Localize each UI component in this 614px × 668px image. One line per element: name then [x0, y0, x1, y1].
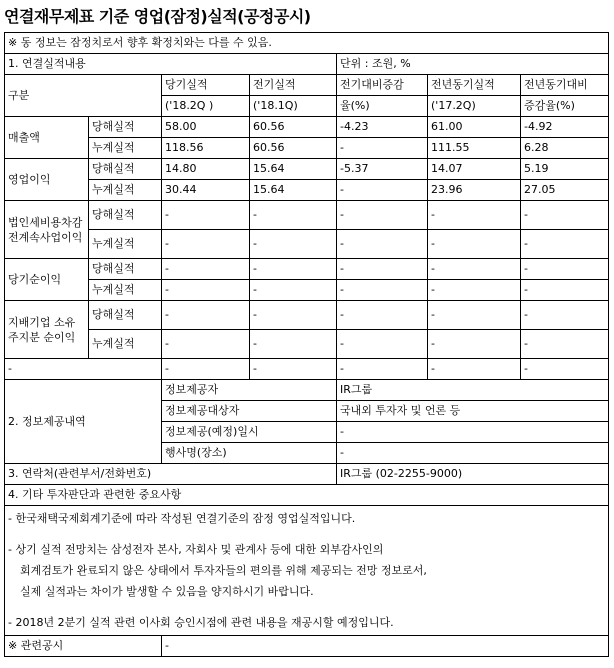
- value-cell: -: [5, 359, 162, 380]
- value-cell: -: [337, 201, 428, 230]
- row-name-operating-profit: 영업이익: [5, 159, 89, 201]
- value-cell: -4.92: [521, 117, 609, 138]
- value-cell: 14.80: [162, 159, 250, 180]
- yoy-rate-header-bottom: 증감율(%): [521, 96, 609, 117]
- qoq-header-bottom: 율(%): [337, 96, 428, 117]
- value-cell: -: [250, 330, 337, 359]
- current-header-top: 당기실적: [162, 75, 250, 96]
- previous-header-bottom: ('18.1Q): [250, 96, 337, 117]
- value-cell: 5.19: [521, 159, 609, 180]
- column-header-row-top: [5, 75, 609, 96]
- value-cell: -: [428, 330, 521, 359]
- value-cell: -: [428, 201, 521, 230]
- value-cell: 61.00: [428, 117, 521, 138]
- value-cell: -: [337, 230, 428, 259]
- table-row: [5, 138, 609, 159]
- sub-label: 누계실적: [89, 280, 162, 301]
- value-cell: 60.56: [250, 138, 337, 159]
- contact-row: [5, 464, 609, 485]
- value-cell: -: [250, 301, 337, 330]
- value-cell: -: [521, 301, 609, 330]
- yoy-rate-header-top: 전년동기대비: [521, 75, 609, 96]
- table-row: [5, 230, 609, 259]
- value-cell: -: [250, 201, 337, 230]
- table-row: [5, 259, 609, 280]
- sub-label: 누계실적: [89, 180, 162, 201]
- info-row: [5, 380, 609, 401]
- value-cell: -: [337, 138, 428, 159]
- value-cell: 30.44: [162, 180, 250, 201]
- value-cell: -: [428, 230, 521, 259]
- current-header-bottom: ('18.2Q ): [162, 96, 250, 117]
- related-label: ※ 관련공시: [5, 636, 162, 657]
- sub-label: 누계실적: [89, 138, 162, 159]
- value-cell: 15.64: [250, 159, 337, 180]
- value-cell: 60.56: [250, 117, 337, 138]
- section4-notes-row: [5, 506, 609, 636]
- value-cell: -: [521, 359, 609, 380]
- sub-label: 당해실적: [89, 159, 162, 180]
- value-cell: -: [428, 301, 521, 330]
- value-cell: -: [337, 280, 428, 301]
- value-cell: -: [428, 259, 521, 280]
- value-cell: -: [250, 359, 337, 380]
- value-cell: 15.64: [250, 180, 337, 201]
- info-key: 정보제공자: [162, 380, 337, 401]
- row-name-pretax-income: 법인세비용차감전계속사업이익: [5, 201, 89, 259]
- note-line: - 한국채택국제회계기준에 따라 작성된 연결기준의 잠정 영업실적입니다.: [8, 512, 356, 525]
- notice-row: [5, 33, 609, 54]
- table-row: [5, 201, 609, 230]
- yoy-prev-header-top: 전년동기실적: [428, 75, 521, 96]
- section4-notes: [5, 506, 609, 636]
- section1-label: 1. 연결실적내용: [5, 54, 337, 75]
- sub-label: 당해실적: [89, 201, 162, 230]
- value-cell: -: [521, 280, 609, 301]
- row-name-revenue: 매출액: [5, 117, 89, 159]
- value-cell: 14.07: [428, 159, 521, 180]
- page-title: 연결재무제표 기준 영업(잠정)실적(공정공시): [4, 7, 311, 26]
- sub-label: 누계실적: [89, 330, 162, 359]
- section4-label: 4. 기타 투자판단과 관련한 중요사항: [5, 485, 609, 506]
- value-cell: -: [428, 280, 521, 301]
- info-key: 정보제공대상자: [162, 401, 337, 422]
- qoq-header-top: 전기대비증감: [337, 75, 428, 96]
- value-cell: -: [337, 301, 428, 330]
- row-name-controlling-net-income: 지배기업 소유주지분 순이익: [5, 301, 89, 359]
- related-row: [5, 636, 609, 657]
- value-cell: -: [162, 359, 250, 380]
- yoy-prev-header-bottom: ('17.2Q): [428, 96, 521, 117]
- info-value: -: [337, 422, 609, 443]
- value-cell: 27.05: [521, 180, 609, 201]
- value-cell: 118.56: [162, 138, 250, 159]
- value-cell: -: [337, 330, 428, 359]
- table-row: [5, 180, 609, 201]
- sub-label: 당해실적: [89, 259, 162, 280]
- category-header: 구분: [5, 75, 162, 117]
- related-value: -: [162, 636, 609, 657]
- table-row: [5, 280, 609, 301]
- table-row: [5, 359, 609, 380]
- value-cell: -: [162, 230, 250, 259]
- value-cell: -: [521, 330, 609, 359]
- table-row: [5, 117, 609, 138]
- value-cell: 58.00: [162, 117, 250, 138]
- value-cell: -: [162, 201, 250, 230]
- value-cell: -: [337, 259, 428, 280]
- value-cell: 111.55: [428, 138, 521, 159]
- info-key: 행사명(장소): [162, 443, 337, 464]
- value-cell: -4.23: [337, 117, 428, 138]
- value-cell: -: [337, 180, 428, 201]
- sub-label: 누계실적: [89, 230, 162, 259]
- unit-label: 단위 : 조원, %: [337, 54, 609, 75]
- table-row: [5, 330, 609, 359]
- value-cell: -: [337, 359, 428, 380]
- note-line: - 2018년 2분기 실적 관련 이사회 승인시점에 관련 내용을 재공시할 예정입니다.: [8, 616, 394, 629]
- value-cell: -: [250, 259, 337, 280]
- value-cell: -: [250, 280, 337, 301]
- note-line: 실제 실적과는 차이가 발생할 수 있음을 양지하시기 바랍니다.: [20, 585, 314, 598]
- contact-value: IR그룹 (02-2255-9000): [337, 464, 609, 485]
- sub-label: 당해실적: [89, 117, 162, 138]
- value-cell: -: [521, 259, 609, 280]
- value-cell: -: [162, 330, 250, 359]
- info-value: -: [337, 443, 609, 464]
- table-row: [5, 301, 609, 330]
- info-value: IR그룹: [337, 380, 609, 401]
- info-value: 국내외 투자자 및 언론 등: [337, 401, 609, 422]
- value-cell: -: [162, 280, 250, 301]
- section1-header-row: [5, 54, 609, 75]
- table-row: [5, 159, 609, 180]
- row-name-net-income: 당기순이익: [5, 259, 89, 301]
- section2-label: 2. 정보제공내역: [5, 380, 162, 464]
- info-key: 정보제공(예정)일시: [162, 422, 337, 443]
- value-cell: -: [521, 230, 609, 259]
- sub-label: 당해실적: [89, 301, 162, 330]
- value-cell: -: [250, 230, 337, 259]
- value-cell: -: [428, 359, 521, 380]
- notice-text: ※ 동 정보는 잠정치로서 향후 확정치와는 다를 수 있음.: [5, 33, 609, 54]
- disclosure-table: [4, 32, 609, 657]
- section4-header-row: [5, 485, 609, 506]
- value-cell: -5.37: [337, 159, 428, 180]
- note-line: - 상기 실적 전망치는 삼성전자 본사, 자회사 및 관계사 등에 대한 외부감사인의: [8, 543, 384, 556]
- value-cell: -: [162, 301, 250, 330]
- value-cell: -: [162, 259, 250, 280]
- previous-header-top: 전기실적: [250, 75, 337, 96]
- note-line: 회계검토가 완료되지 않은 상태에서 투자자들의 편의를 위해 제공되는 전망 정보로서,: [20, 564, 427, 577]
- value-cell: -: [521, 201, 609, 230]
- value-cell: 23.96: [428, 180, 521, 201]
- value-cell: 6.28: [521, 138, 609, 159]
- section3-label: 3. 연락처(관련부서/전화번호): [5, 464, 337, 485]
